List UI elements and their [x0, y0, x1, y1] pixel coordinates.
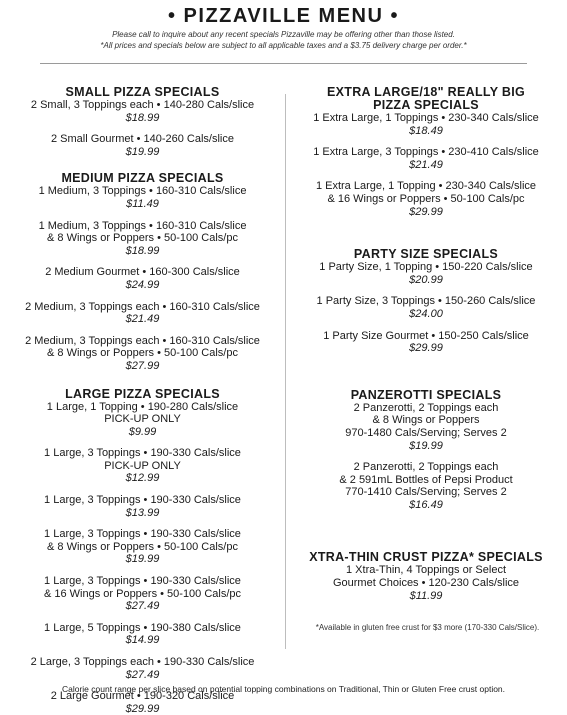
item-price: $29.99 — [2, 703, 283, 715]
menu-section — [2, 172, 283, 372]
item-price: $24.00 — [288, 308, 564, 321]
menu-item — [2, 656, 283, 681]
item-description: 2 Large, 3 Toppings each • 190-330 Cals/slice — [2, 656, 283, 669]
item-description: 1 Extra Large, 1 Topping • 230-340 Cals/slice — [288, 180, 564, 193]
menu-item — [288, 330, 564, 355]
menu-item — [2, 266, 283, 291]
item-description: 970-1480 Cals/Serving; Serves 2 — [288, 427, 564, 440]
menu-item — [288, 146, 564, 171]
item-description: 2 Medium Gourmet • 160-300 Cals/slice — [2, 266, 283, 279]
column-divider — [285, 94, 286, 649]
item-description: 2 Medium, 3 Toppings each • 160-310 Cals/slice — [2, 335, 283, 348]
item-description: & 16 Wings or Poppers • 50-100 Cals/pc — [2, 588, 283, 601]
item-price: $14.99 — [2, 634, 283, 647]
section-title: XTRA-THIN CRUST PIZZA* SPECIALS — [288, 551, 564, 564]
item-price: $29.99 — [288, 342, 564, 355]
menu-item — [2, 301, 283, 326]
menu-item — [288, 261, 564, 286]
item-price: $27.49 — [2, 600, 283, 613]
section-title: PARTY SIZE SPECIALS — [288, 248, 564, 261]
item-description: 2 Small, 3 Toppings each • 140-280 Cals/slice — [2, 99, 283, 112]
menu-section — [2, 388, 283, 715]
tax-note: *All prices and specials below are subject to all applicable taxes and a $3.75 delivery charge per order.* — [0, 41, 567, 50]
menu-item — [2, 622, 283, 647]
item-description: 1 Party Size, 3 Toppings • 150-260 Cals/slice — [288, 295, 564, 308]
menu-item — [288, 402, 564, 452]
menu-section — [288, 248, 564, 355]
menu-item — [288, 295, 564, 320]
menu-item — [2, 575, 283, 613]
item-description: 2 Panzerotti, 2 Toppings each — [288, 461, 564, 474]
item-price: $18.99 — [2, 112, 283, 125]
item-description: PICK-UP ONLY — [2, 460, 283, 473]
item-price: $11.49 — [2, 198, 283, 211]
item-price: $18.99 — [2, 245, 283, 258]
item-description: 1 Large, 1 Topping • 190-280 Cals/slice — [2, 401, 283, 414]
item-price: $12.99 — [2, 472, 283, 485]
menu-item — [2, 133, 283, 158]
item-description: 2 Panzerotti, 2 Toppings each — [288, 402, 564, 415]
item-description: 2 Medium, 3 Toppings each • 160-310 Cals/slice — [2, 301, 283, 314]
section-title: EXTRA LARGE/18" REALLY BIG — [288, 86, 564, 99]
item-price: $19.99 — [2, 146, 283, 159]
item-description: & 16 Wings or Poppers • 50-100 Cals/pc — [288, 193, 564, 206]
item-description: & 8 Wings or Poppers • 50-100 Cals/pc — [2, 541, 283, 554]
menu-item — [2, 185, 283, 210]
menu-item — [288, 461, 564, 511]
item-price: $21.49 — [288, 159, 564, 172]
item-description: 1 Party Size Gourmet • 150-250 Cals/slice — [288, 330, 564, 343]
section-title: MEDIUM PIZZA SPECIALS — [2, 172, 283, 185]
item-description: 1 Large, 3 Toppings • 190-330 Cals/slice — [2, 447, 283, 460]
section-title: LARGE PIZZA SPECIALS — [2, 388, 283, 401]
section-title: PIZZA SPECIALS — [288, 99, 564, 112]
item-description: 1 Medium, 3 Toppings • 160-310 Cals/slice — [2, 220, 283, 233]
item-description: PICK-UP ONLY — [2, 413, 283, 426]
item-description: 1 Large, 3 Toppings • 190-330 Cals/slice — [2, 528, 283, 541]
section-title: SMALL PIZZA SPECIALS — [2, 86, 283, 99]
gluten-free-footnote: *Available in gluten free crust for $3 more (170-330 Cals/Slice). — [290, 623, 565, 632]
item-price: $16.49 — [288, 499, 564, 512]
left-column — [2, 86, 283, 715]
item-description: 1 Large, 3 Toppings • 190-330 Cals/slice — [2, 575, 283, 588]
item-price: $21.49 — [2, 313, 283, 326]
item-price: $13.99 — [2, 507, 283, 520]
header-divider — [40, 63, 527, 64]
item-description: 2 Large Gourmet • 190-320 Cals/slice — [2, 690, 283, 703]
item-description: 1 Party Size, 1 Topping • 150-220 Cals/slice — [288, 261, 564, 274]
menu-item — [288, 564, 564, 602]
item-description: 1 Large, 3 Toppings • 190-330 Cals/slice — [2, 494, 283, 507]
item-description: Gourmet Choices • 120-230 Cals/slice — [288, 577, 564, 590]
item-description: 1 Medium, 3 Toppings • 160-310 Cals/slice — [2, 185, 283, 198]
item-description: 1 Large, 5 Toppings • 190-380 Cals/slice — [2, 622, 283, 635]
item-description: & 2 591mL Bottles of Pepsi Product — [288, 474, 564, 487]
item-price: $27.49 — [2, 669, 283, 682]
item-price: $19.99 — [2, 553, 283, 566]
menu-item — [2, 220, 283, 258]
item-price: $29.99 — [288, 206, 564, 219]
menu-section — [288, 389, 564, 512]
calorie-note: Calorie count range per slice based on potential topping combinations on Traditional, Thin or Gluten Free crust option. — [0, 684, 567, 694]
item-description: 1 Xtra-Thin, 4 Toppings or Select — [288, 564, 564, 577]
item-price: $27.99 — [2, 360, 283, 373]
menu-item — [2, 447, 283, 485]
menu-item — [2, 99, 283, 124]
menu-item — [2, 494, 283, 519]
item-description: & 8 Wings or Poppers • 50-100 Cals/pc — [2, 232, 283, 245]
call-note: Please call to inquire about any recent specials Pizzaville may be offering other than those listed. — [0, 30, 567, 39]
item-price: $11.99 — [288, 590, 564, 603]
item-description: 770-1410 Cals/Serving; Serves 2 — [288, 486, 564, 499]
item-description: 2 Small Gourmet • 140-260 Cals/slice — [2, 133, 283, 146]
menu-item — [2, 401, 283, 439]
menu-item — [2, 335, 283, 373]
item-price: $9.99 — [2, 426, 283, 439]
menu-item — [2, 528, 283, 566]
menu-item — [288, 112, 564, 137]
menu-section — [288, 551, 564, 602]
item-description: 1 Extra Large, 3 Toppings • 230-410 Cals/slice — [288, 146, 564, 159]
section-title: PANZEROTTI SPECIALS — [288, 389, 564, 402]
right-column — [288, 86, 564, 602]
item-description: 1 Extra Large, 1 Toppings • 230-340 Cals/slice — [288, 112, 564, 125]
item-price: $19.99 — [288, 440, 564, 453]
menu-section — [2, 86, 283, 158]
menu-section — [288, 86, 564, 218]
item-description: & 8 Wings or Poppers — [288, 414, 564, 427]
item-description: & 8 Wings or Poppers • 50-100 Cals/pc — [2, 347, 283, 360]
item-price: $20.99 — [288, 274, 564, 287]
menu-item — [288, 180, 564, 218]
menu-title: • PIZZAVILLE MENU • — [0, 5, 567, 28]
item-price: $18.49 — [288, 125, 564, 138]
item-price: $24.99 — [2, 279, 283, 292]
